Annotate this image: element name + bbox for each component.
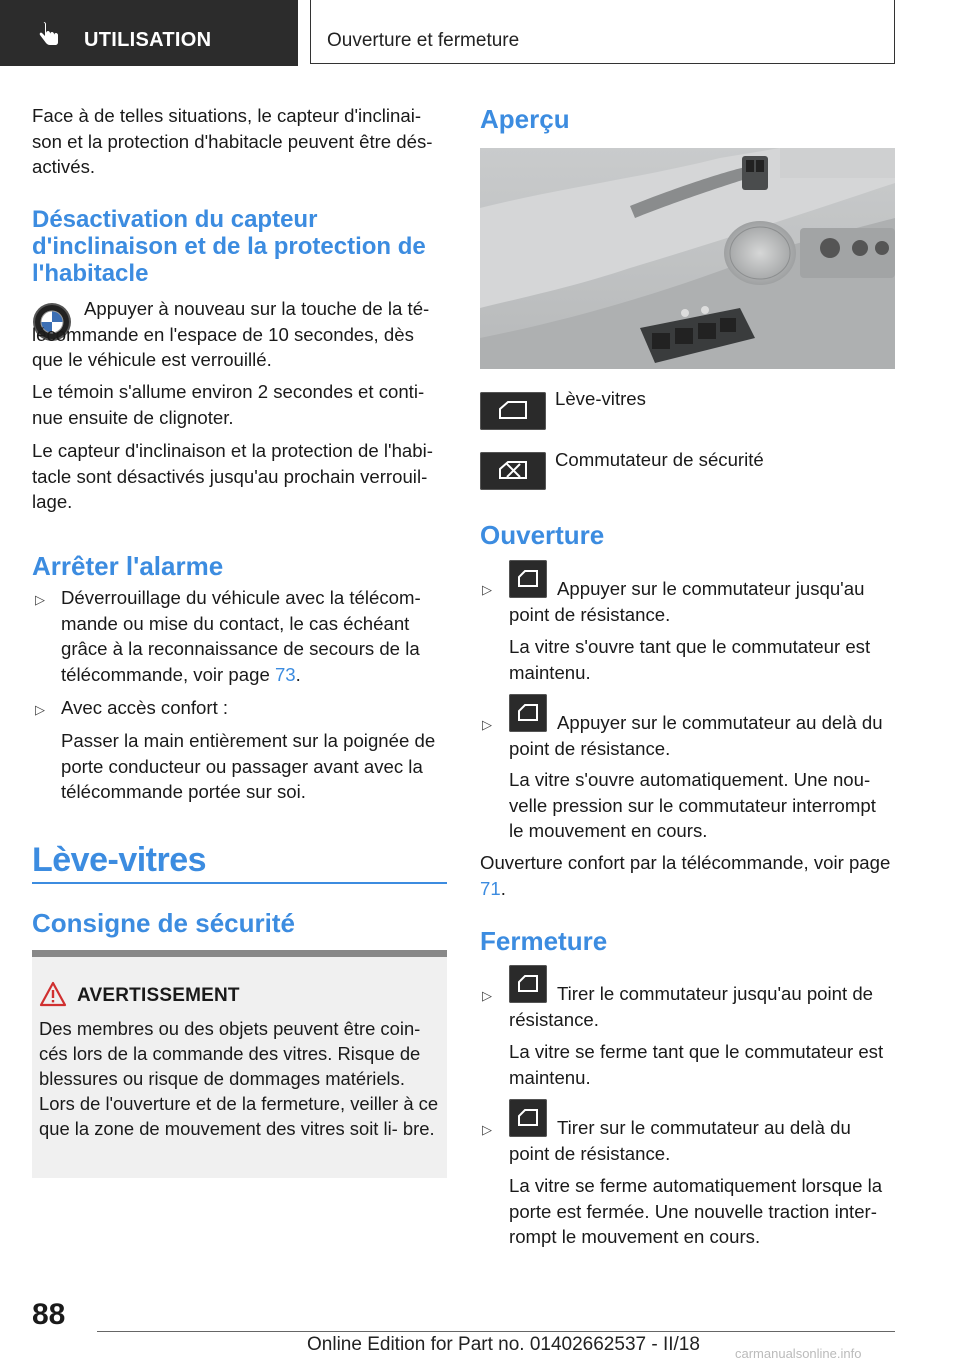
watermark: carmanualsonline.info (735, 1346, 862, 1361)
bullet-marker: ▷ (35, 592, 45, 607)
page-number: 88 (32, 1298, 66, 1331)
comfort-opening-text: Ouverture confort par la télécommande, voir page 71. (480, 852, 891, 899)
opening-heading: Ouverture (480, 520, 605, 550)
bullet-marker: ▷ (482, 582, 492, 597)
bullet-marker: ▷ (482, 1122, 492, 1137)
legend-safety-switch: Commutateur de sécurité (555, 449, 764, 470)
deactivation-step-2: Le témoin s'allume environ 2 secondes et conti‐ nue ensuite de clignoter. (32, 381, 425, 428)
footer-rule (97, 1331, 895, 1332)
closing-bullet-2-detail: La vitre se ferme automatiquement lorsque la porte est fermée. Une nouvelle traction inter‐ rompt le mouvement en cours. (509, 1175, 883, 1247)
hand-pointer-icon (36, 22, 62, 48)
edition-text: Online Edition for Part no. 01402662537 - II/18 (307, 1334, 700, 1355)
legend-window-lifts: Lève-vitres (555, 388, 646, 409)
warning-triangle-icon (39, 981, 67, 1007)
alarm-bullet-2-detail: Passer la main entièrement sur la poignée de porte conducteur ou passager avant avec la télécommande portée sur soi. (61, 730, 436, 802)
section-title: UTILISATION (84, 29, 212, 51)
window-switch-icon (480, 392, 546, 430)
alarm-bullet-1: Déverrouillage du véhicule avec la télécom‐ mande ou mise du contact, le cas échéant grâce à la reconnaissance de secours de la télécommande, voir page 73. (61, 587, 421, 685)
overview-heading: Aperçu (480, 104, 570, 134)
warning-text: Des membres ou des objets peuvent être coin‐ cés lors de la commande des vitres. Risque de blessures ou risque de dommages matériels. Lors de l'ouverture et de la fermeture, veiller à ce que la zone de mouvement des vitres soit li‐ bre. (39, 1018, 439, 1139)
deactivation-step-1: Appuyer à nouveau sur la touche de la té‐ lécommande en l'espace de 10 secondes, dès que le véhicule est verrouillé. (32, 298, 430, 370)
chapter-title: Ouverture et fermeture (327, 30, 520, 51)
chapter-tab (310, 0, 895, 64)
page-link-71[interactable]: 71 (480, 877, 501, 899)
closing-bullet-1-detail: La vitre se ferme tant que le commutateur est maintenu. (509, 1041, 884, 1088)
warning-title: AVERTISSEMENT (77, 985, 240, 1006)
page-link-73[interactable]: 73 (274, 663, 296, 685)
opening-bullet-1-detail: La vitre s'ouvre tant que le commutateur est maintenu. (509, 636, 871, 683)
intro-paragraph: Face à de telles situations, le capteur d'inclinai‐ son et la protection d'habitacle peuvent être dés‐ activés. (32, 105, 433, 177)
warning-box (32, 950, 447, 1178)
window-lifts-heading: Lève-vitres (32, 841, 207, 879)
bullet-marker: ▷ (482, 717, 492, 732)
opening-bullet-2: Appuyer sur le commutateur au delà du point de résistance. (509, 712, 883, 759)
opening-bullet-1: Appuyer sur le commutateur jusqu'au point de résistance. (509, 578, 865, 625)
opening-bullet-2-detail: La vitre s'ouvre automatiquement. Une nou‐ velle pression sur le commutateur interrompt le mouvement en cours. (509, 769, 876, 841)
closing-bullet-2: Tirer sur le commutateur au delà du point de résistance. (509, 1117, 851, 1164)
bullet-marker: ▷ (482, 988, 492, 1003)
deactivation-heading: Désactivation du capteur d'inclinaison et de la protection de l'habitacle (32, 206, 426, 287)
safety-heading: Consigne de sécurité (32, 908, 295, 938)
section-tab (0, 0, 298, 66)
closing-heading: Fermeture (480, 926, 608, 956)
deactivation-step-3: Le capteur d'inclinaison et la protection de l'habi‐ tacle sont désactivés jusqu'au prochain verrouil‐ lage. (32, 440, 433, 512)
door-panel-photo (480, 148, 895, 369)
heading-rule (32, 882, 447, 884)
bullet-marker: ▷ (35, 702, 45, 717)
alarm-bullet-2: Avec accès confort : (61, 697, 229, 718)
stop-alarm-heading: Arrêter l'alarme (32, 551, 224, 581)
safety-switch-icon (480, 452, 546, 490)
closing-bullet-1: Tirer le commutateur jusqu'au point de résistance. (509, 983, 874, 1030)
